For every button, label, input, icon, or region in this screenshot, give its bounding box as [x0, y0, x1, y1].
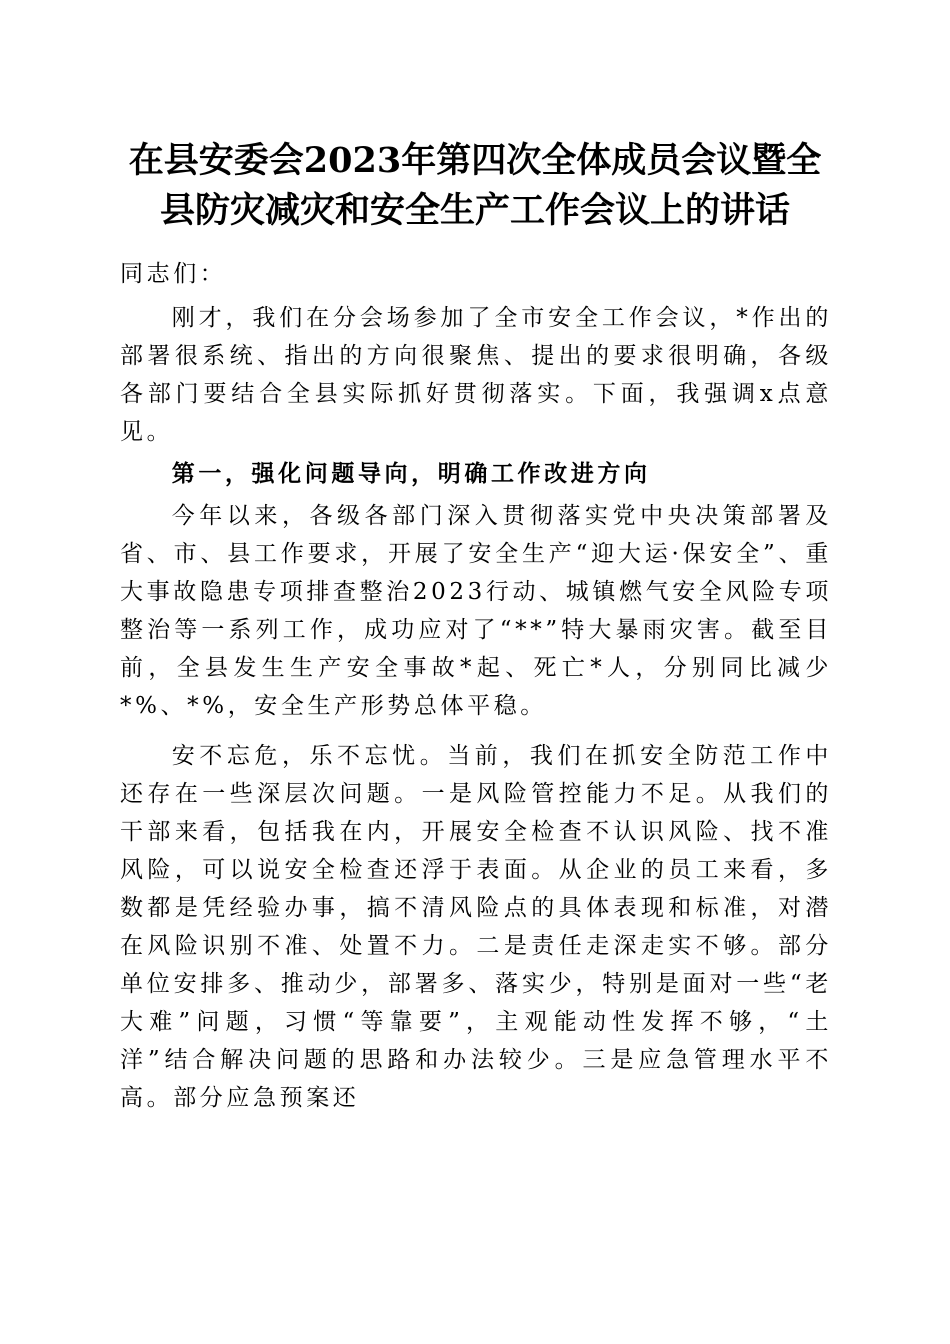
paragraph-problems: 安不忘危，乐不忘忧。当前，我们在抓安全防范工作中还存在一些深层次问题。一是风险管控能力不足。从我们的干部来看，包括我在内，开展安全检查不认识风险、找不准风险，可以说安全检查还浮于表面。从企业的员工来看，多数都是凭经验办事，搞不清风险点的具体表现和标准，对潜在风险识别不准、处置不力。二是责任走深走实不够。部分单位安排多、推动少，部署多、落实少，特别是面对一些“老大难”问题，习惯“等靠要”，主观能动性发挥不够，“土洋”结合解决问题的思路和办法较少。三是应急管理水平不高。部分应急预案还	[120, 743, 832, 1111]
section-heading-1: 第一，强化问题导向，明确工作改进方向	[171, 460, 651, 487]
salutation: 同志们：	[120, 261, 227, 287]
paragraph-progress: 今年以来，各级各部门深入贯彻落实党中央决策部署及省、市、县工作要求，开展了安全生产“迎大运·保安全”、重大事故隐患专项排查整治2023行动、城镇燃气安全风险专项整治等一系列工作，成功应对了“**”特大暴雨灾害。截至目前，全县发生生产安全事故*起、死亡*人，分别同比减少*%、*%，安全生产形势总体平稳。	[120, 503, 832, 719]
document-body	[120, 255, 832, 1117]
document-title	[100, 136, 850, 236]
title-line-1: 在县安委会2023年第四次全体成员会议暨全	[128, 140, 822, 181]
title-line-2: 县防灾减灾和安全生产工作会议上的讲话	[159, 190, 790, 231]
paragraph-intro: 刚才，我们在分会场参加了全市安全工作会议，*作出的部署很系统、指出的方向很聚焦、提出的要求很明确，各级各部门要结合全县实际抓好贯彻落实。下面，我强调x点意见。	[120, 305, 832, 445]
